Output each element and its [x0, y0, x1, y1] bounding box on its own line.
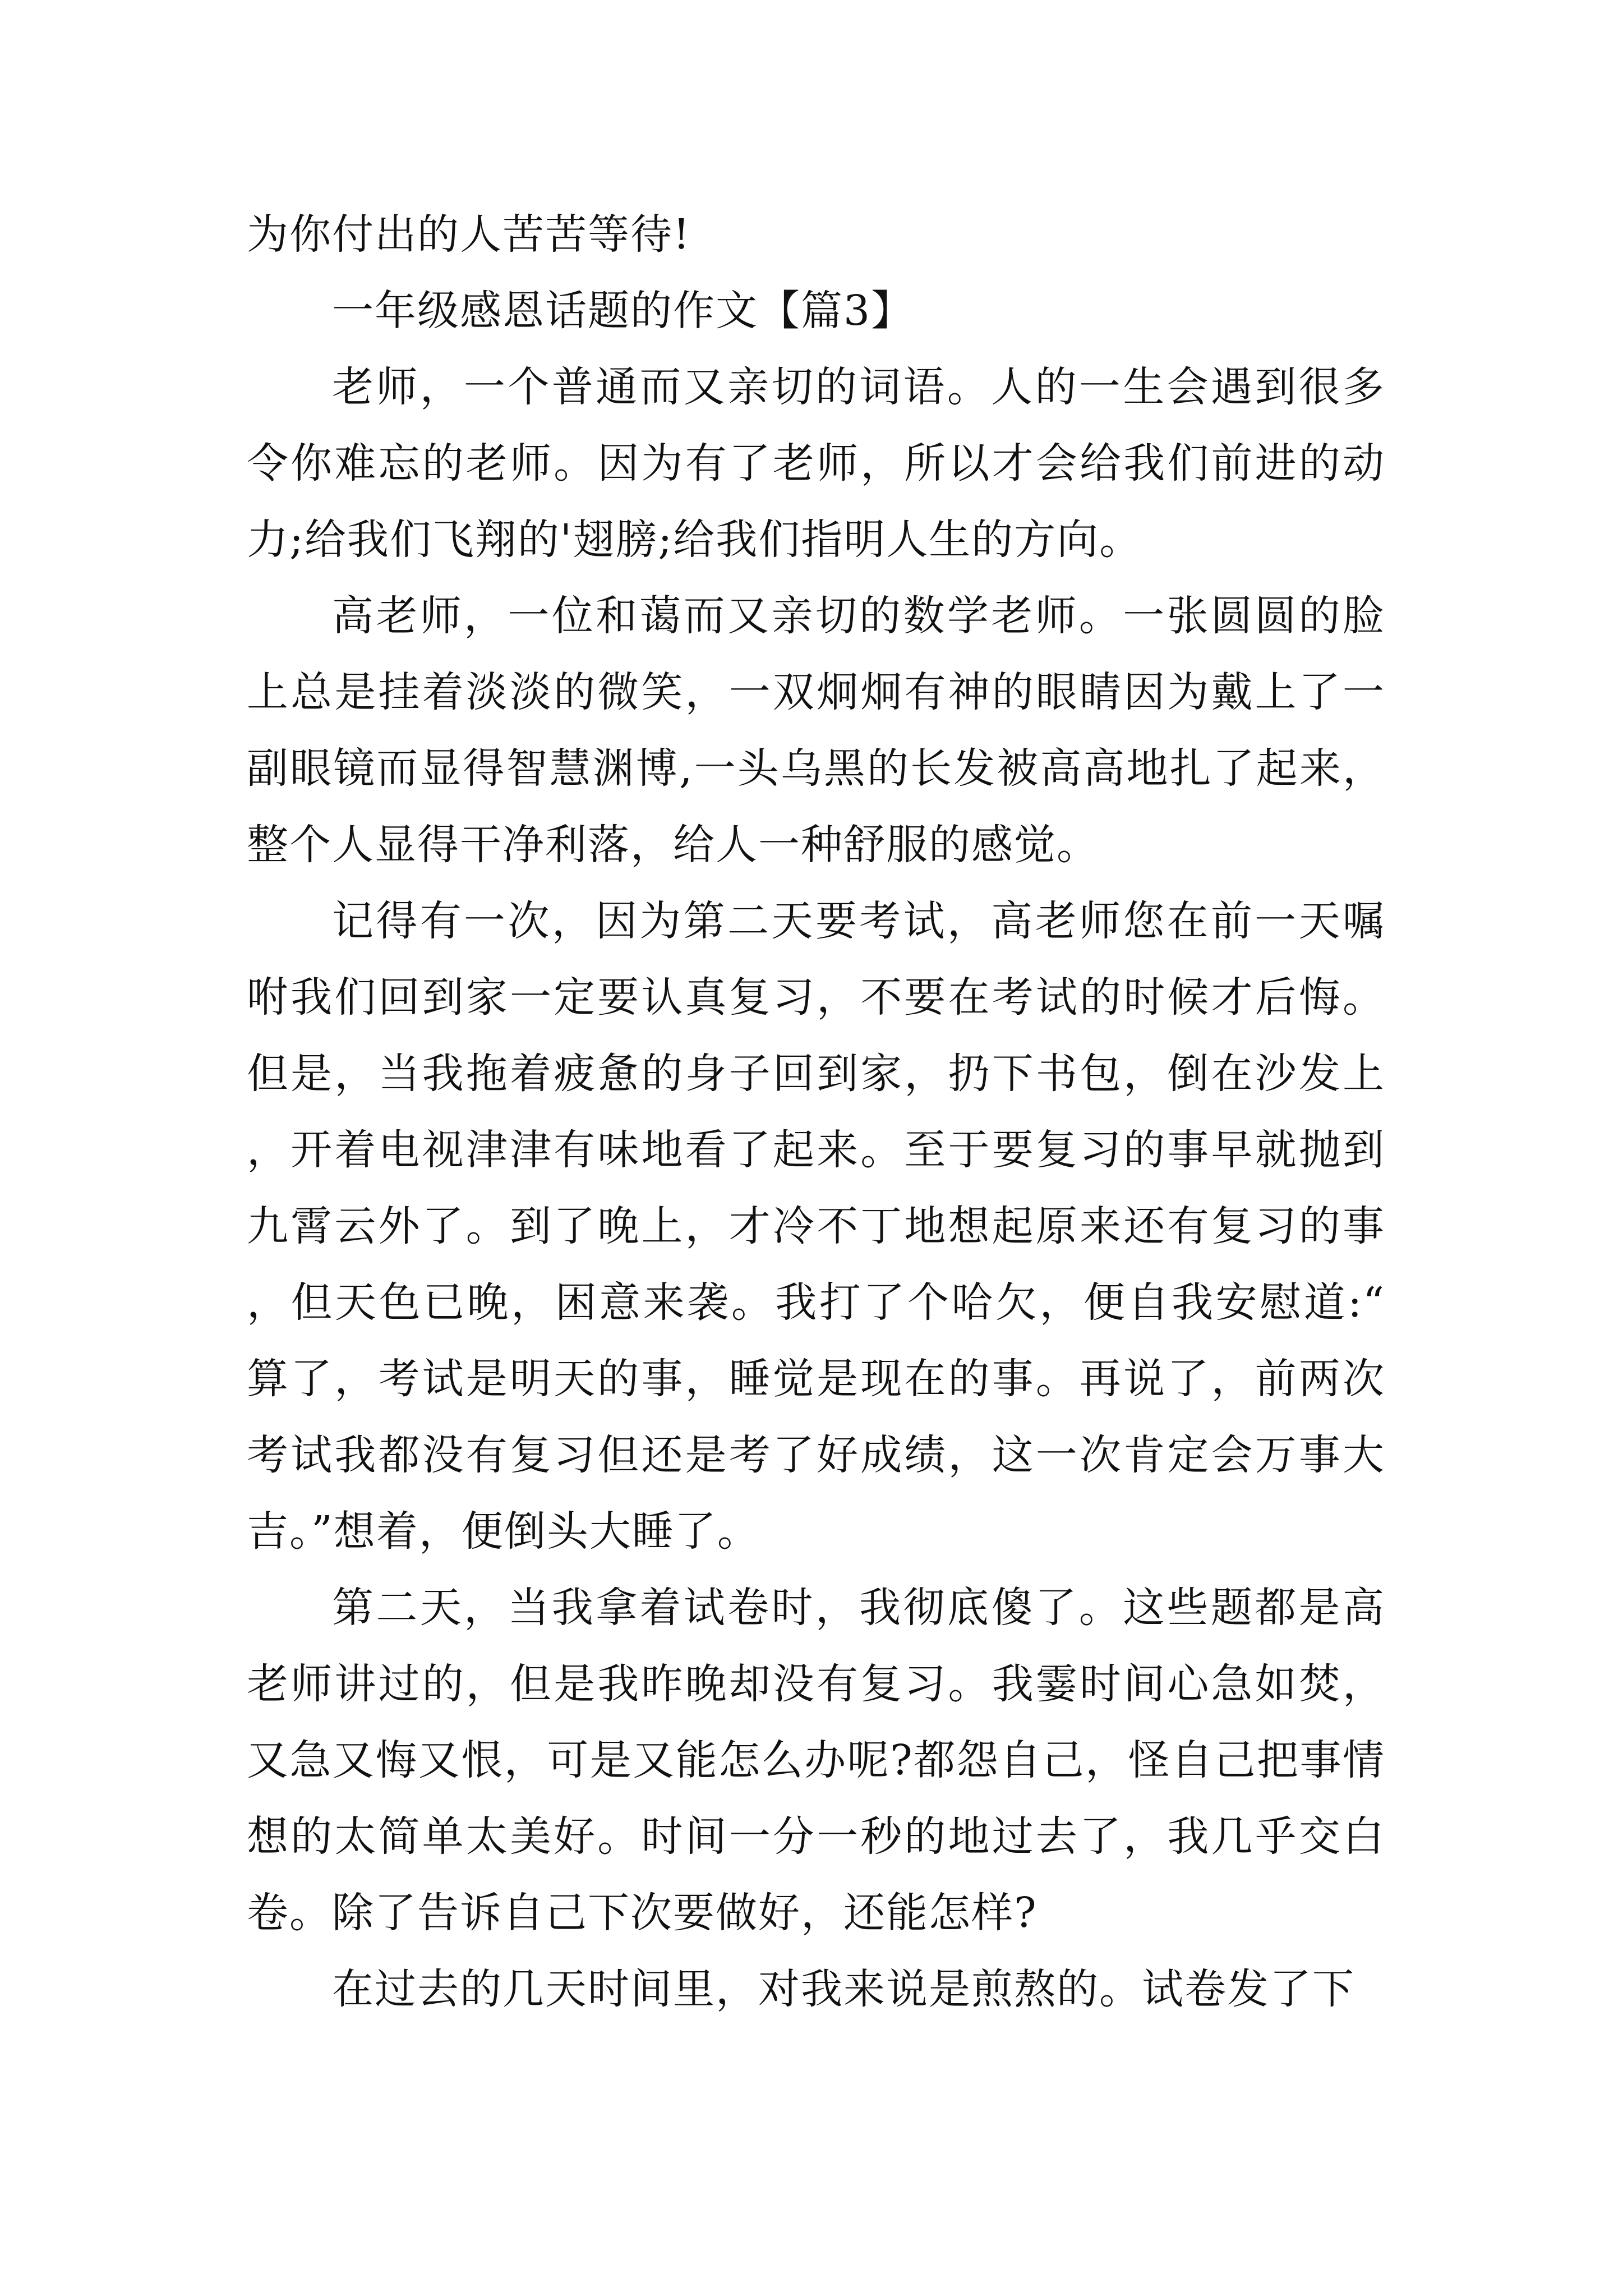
paragraph-4: 第二天，当我拿着试卷时，我彻底傻了。这些题都是高老师讲过的，但是我昨晚却没有复习。我霎时间心急如焚，又急又悔又恨，可是又能怎么办呢?都怨自己，怪自己把事情想的太简单太美好。时间一分一秒的地过去了，我几乎交白卷。除了告诉自己下次要做好，还能怎样? [247, 1584, 1385, 1937]
paragraph-3: 记得有一次，因为第二天要考试，高老师您在前一天嘱咐我们回到家一定要认真复习，不要在考试的时候才后悔。但是，当我拖着疲惫的身子回到家，扔下书包，倒在沙发上，开着电视津津有味地看了起来。至于要复习的事早就抛到九霄云外了。到了晚上，才冷不丁地想起原来还有复习的事，但天色已晚，困意来袭。我打了个哈欠，便自我安慰道:“算了，考试是明天的事，睡觉是现在的事。再说了，前两次考试我都没有复习但还是考了好成绩，这一次肯定会万事大吉。”想着，便倒头大睡了。 [247, 897, 1385, 1556]
paragraph-5: 在过去的几天时间里，对我来说是煎熬的。试卷发了下 [332, 1965, 1355, 2013]
paragraph-2: 高老师，一位和蔼而又亲切的数学老师。一张圆圆的脸上总是挂着淡淡的微笑，一双炯炯有神的眼睛因为戴上了一副眼镜而显得智慧渊博,一头乌黑的长发被高高地扎了起来，整个人显得干净利落，给人一种舒服的感觉。 [247, 592, 1385, 869]
paragraph-continuation: 为你付出的人苦苦等待! [247, 210, 691, 259]
paragraph-1: 老师，一个普通而又亲切的词语。人的一生会遇到很多令你难忘的老师。因为有了老师，所以才会给我们前进的动力;给我们飞翔的'翅膀;给我们指明人生的方向。 [247, 363, 1385, 564]
essay-body [247, 196, 1385, 2027]
essay-title: 一年级感恩话题的作文【篇3】 [332, 287, 914, 335]
